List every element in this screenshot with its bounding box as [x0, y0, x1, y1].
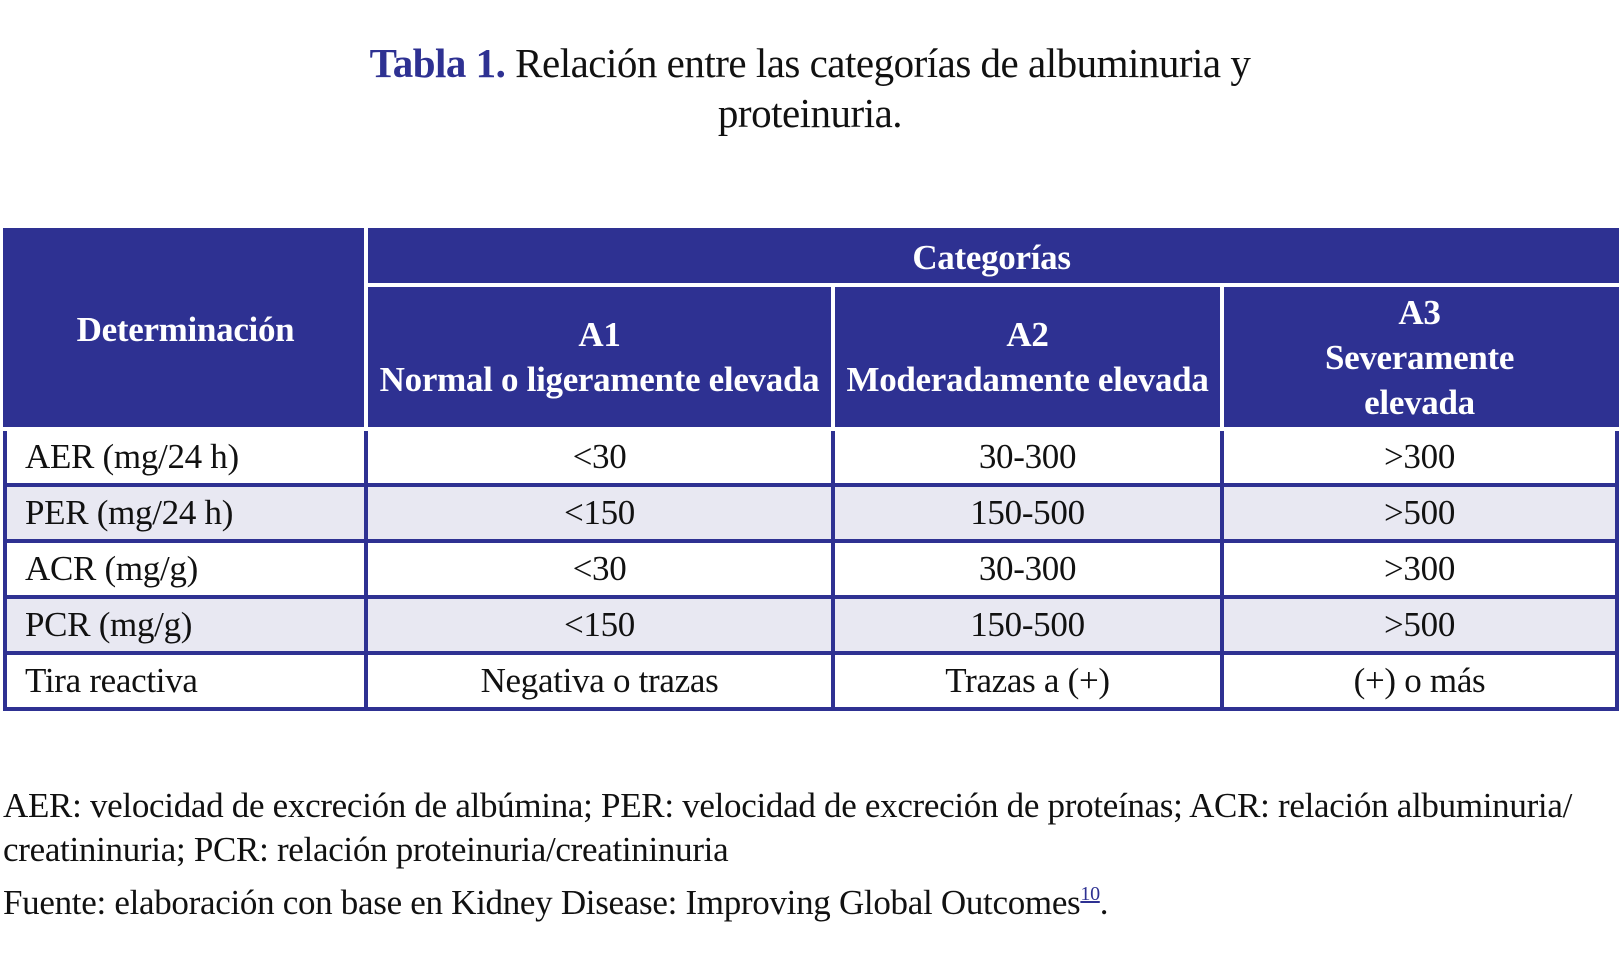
header-category-a3: [1222, 285, 1617, 429]
table-row: [5, 429, 1617, 485]
row-label: PER (mg/24 h): [5, 485, 366, 541]
cell-a1: <30: [366, 429, 833, 485]
table-row: [5, 653, 1617, 709]
source-text: Fuente: elaboración con base en Kidney Disease: Improving Global Outcomes: [3, 883, 1081, 922]
category-desc: Severamente: [1324, 337, 1515, 377]
cell-a2: 30-300: [833, 541, 1222, 597]
category-desc-2: elevada: [1364, 382, 1475, 422]
cell-a1: <150: [366, 485, 833, 541]
source-end: .: [1099, 883, 1109, 922]
table-row: [5, 541, 1617, 597]
cell-a3: >300: [1222, 429, 1617, 485]
category-code: A3: [1398, 292, 1441, 332]
cell-a2: 150-500: [833, 597, 1222, 653]
row-label: ACR (mg/g): [5, 541, 366, 597]
footnote-abbreviations-line2: creatininuria; PCR: relación proteinuria/creatininuria: [3, 830, 729, 869]
cell-a3: >500: [1222, 597, 1617, 653]
cell-a1: <150: [366, 597, 833, 653]
cell-a2: Trazas a (+): [833, 653, 1222, 709]
title-text-line2: proteinuria.: [717, 90, 903, 136]
cell-a3: >500: [1222, 485, 1617, 541]
footnote-source: [3, 872, 1603, 925]
header-category-a2: [833, 285, 1222, 429]
table-row: [5, 597, 1617, 653]
row-label: PCR (mg/g): [5, 597, 366, 653]
table-title: [0, 38, 1620, 138]
cell-a1: Negativa o trazas: [366, 653, 833, 709]
table-row: [5, 485, 1617, 541]
table-footnote: [3, 784, 1603, 925]
footnote-abbreviations-line1: AER: velocidad de excreción de albúmina; PER: velocidad de excreción de proteínas; ACR: relación albuminuria/: [3, 786, 1573, 825]
header-determinacion: Determinación: [5, 230, 366, 429]
category-desc: Normal o ligeramente elevada: [379, 360, 820, 399]
cell-a3: (+) o más: [1222, 653, 1617, 709]
albuminuria-table: [3, 228, 1619, 711]
table-number-label: Tabla 1.: [369, 40, 506, 86]
category-code: A2: [1006, 315, 1049, 354]
header-categorias: Categorías: [366, 230, 1617, 285]
cell-a3: >300: [1222, 541, 1617, 597]
title-text-line1: Relación entre las categorías de albuminuria y: [505, 40, 1251, 86]
header-category-a1: [366, 285, 833, 429]
reference-link[interactable]: 10: [1080, 883, 1100, 905]
row-label: AER (mg/24 h): [5, 429, 366, 485]
category-code: A1: [578, 315, 621, 354]
cell-a2: 150-500: [833, 485, 1222, 541]
cell-a2: 30-300: [833, 429, 1222, 485]
category-desc: Moderadamente elevada: [846, 360, 1209, 399]
cell-a1: <30: [366, 541, 833, 597]
row-label: Tira reactiva: [5, 653, 366, 709]
